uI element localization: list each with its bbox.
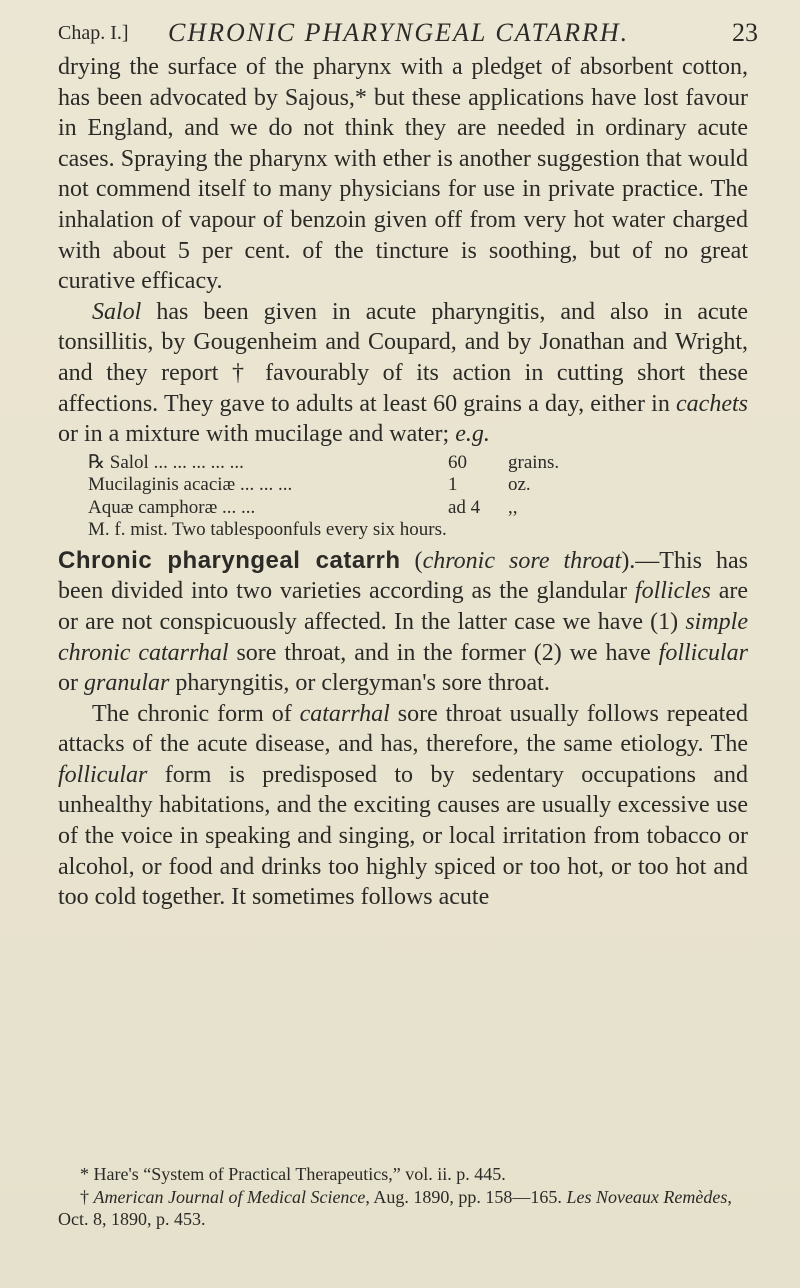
paragraph-2-text-a: has been given in acute pharyngitis, and also in acute tonsillitis, by Gougenheim and Coupard, and by Jonathan and Wright, and they report † favourably of its action in cutting short these affections. They gave to adults at least 60 grains a day, either in bbox=[58, 298, 748, 417]
follicular-term-2: follicular bbox=[58, 761, 148, 788]
prescription-unit: grains. bbox=[508, 451, 560, 473]
paragraph-3-text-b: ).—This has been divided into two varieties according as the glandular bbox=[58, 547, 749, 605]
footnote-2-dagger: † bbox=[80, 1186, 94, 1207]
prescription-amount: ad 4 bbox=[448, 496, 481, 518]
paragraph-1 bbox=[58, 52, 748, 297]
prescription-directions bbox=[88, 519, 748, 542]
prescription-row bbox=[88, 474, 748, 497]
footnote-2-title: Les Noveaux Remèdes bbox=[566, 1186, 728, 1207]
prescription-item: Mucilaginis acaciæ ... ... ... bbox=[88, 474, 293, 496]
paragraph-3-text-e: or bbox=[58, 670, 84, 697]
footnote-2-text-b: , Aug. 1890, pp. 158—165. bbox=[365, 1186, 567, 1207]
alt-name: chronic sore throat bbox=[422, 547, 622, 574]
page-number: 23 bbox=[732, 18, 758, 47]
footnotes bbox=[58, 1163, 748, 1231]
paragraph-2-text-b: or in a mixture with mucilage and water; bbox=[58, 421, 456, 448]
paragraph-1-text: drying the surface of the pharynx with a pledget of absorbent cotton, has been advocated by Sajous,* but these applications have lost favour in England, and we do not think they are needed in ordinary acute cases. Spraying the pharynx with ether is another suggestion that would not commend itself to many physicians for use in private practice. The inhalation of vapour of benzoin given off from very hot water charged with about 5 per cent. of the tincture is soothing, but of no great curative efficacy. bbox=[58, 54, 748, 295]
granular-term: granular bbox=[84, 670, 170, 697]
follicular-term: follicular bbox=[658, 639, 749, 666]
section-heading: Chronic pharyngeal catarrh bbox=[58, 546, 401, 574]
prescription-item: ℞ Salol ... ... ... ... ... bbox=[88, 451, 244, 473]
prescription-amount: 60 bbox=[448, 451, 467, 473]
salol-term: Salol bbox=[92, 298, 142, 325]
footnote-2-journal: American Journal of Medical Science bbox=[93, 1186, 366, 1207]
prescription-unit: ,, bbox=[508, 496, 518, 518]
prescription-row bbox=[88, 497, 748, 520]
paragraph-3 bbox=[58, 546, 748, 699]
running-title: CHRONIC PHARYNGEAL CATARRH. bbox=[168, 18, 630, 47]
eg-term: e.g. bbox=[455, 421, 490, 448]
page-header bbox=[58, 10, 758, 50]
prescription-item: Aquæ camphoræ ... ... bbox=[88, 496, 256, 518]
body-text bbox=[58, 52, 748, 913]
prescription-unit: oz. bbox=[508, 474, 531, 496]
paragraph-4-text-b: sore throat usually follows repeated attacks of the acute disease, and has, therefore, the same etiology. The bbox=[58, 700, 749, 758]
prescription-row bbox=[88, 452, 748, 475]
footnote-2 bbox=[58, 1186, 748, 1231]
paragraph-4-text-a: The chronic form of bbox=[92, 700, 300, 727]
footnote-1: * Hare's “System of Practical Therapeutics,” vol. ii. p. 445. bbox=[80, 1164, 506, 1184]
follicles-term: follicles bbox=[634, 578, 711, 605]
prescription-directions-text: M. f. mist. Two tablespoonfuls every six hours. bbox=[88, 519, 447, 541]
paragraph-2 bbox=[58, 297, 748, 450]
cachets-term: cachets bbox=[676, 390, 748, 417]
simple-term: simple chronic catarrhal bbox=[58, 608, 748, 666]
prescription-amount: 1 bbox=[448, 474, 458, 496]
paragraph-3-text-a: ( bbox=[400, 547, 423, 574]
paragraph-3-text-f: pharyngitis, or clergyman's sore throat. bbox=[169, 670, 550, 697]
paragraph-4 bbox=[58, 699, 748, 913]
chapter-label: Chap. I.] bbox=[58, 22, 129, 44]
paragraph-3-text-c: are or are not conspicuously affected. In the latter case we have (1) bbox=[58, 578, 749, 635]
prescription bbox=[88, 452, 748, 542]
paragraph-3-text-d: sore throat, and in the former (2) we have bbox=[228, 639, 659, 666]
footnote-2-text-c: , Oct. 8, 1890, p. 453. bbox=[58, 1186, 732, 1229]
catarrhal-term: catarrhal bbox=[299, 700, 390, 727]
paragraph-4-text-c: form is predisposed to by sedentary occupations and unhealthy habitations, and the exciting causes are usually excessive use of the voice in speaking and singing, or local irritation from tobacco or alcohol, or food and drinks too highly spiced or too hot, or too hot and too cold together. It sometimes follows acute bbox=[58, 761, 748, 911]
